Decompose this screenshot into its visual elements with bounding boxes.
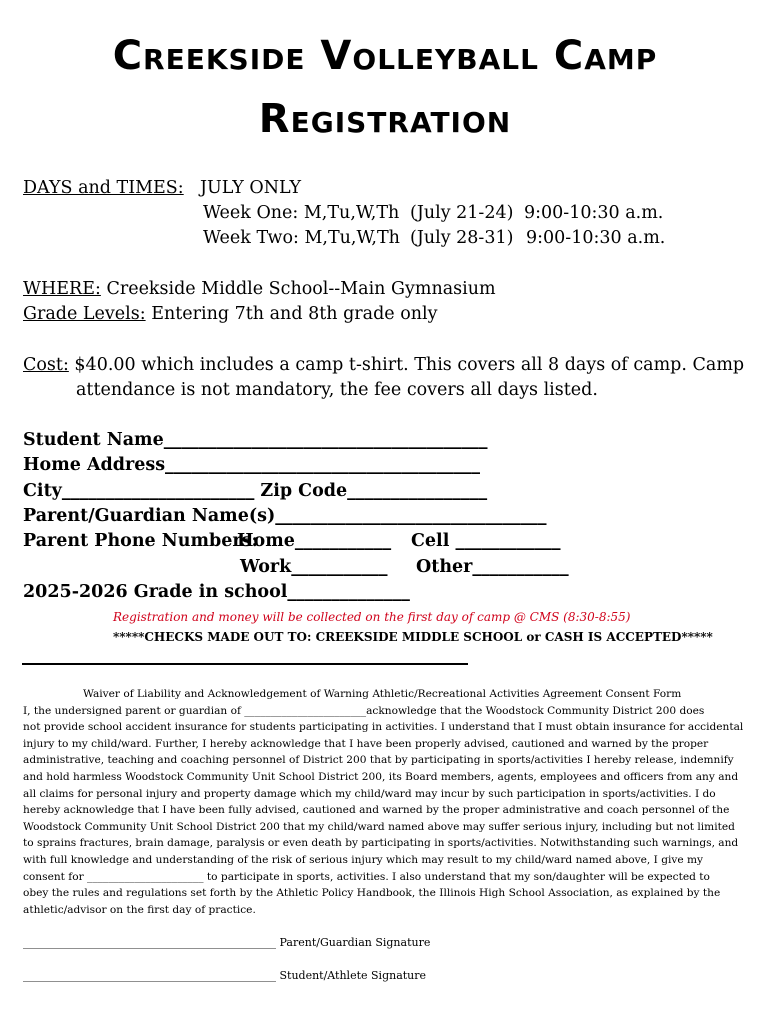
- cost-label: Cost:: [23, 355, 69, 375]
- waiver-line: and hold harmless Woodstock Community Unit School District 200, its Board members, agents, employees and officers from any and: [23, 770, 739, 783]
- week-days: M,Tu,W,Th: [303, 203, 400, 223]
- waiver-line: injury to my child/ward. Further, I hereby acknowledge that I have been properly advised, cautioned and warned by the proper: [23, 737, 709, 750]
- other-phone-field[interactable]: Other___________: [416, 557, 569, 577]
- waiver-line: I, the undersigned parent or guardian of _______________________acknowledge that the Woodstock Community District 200 does: [23, 704, 705, 717]
- where-row: [23, 277, 496, 301]
- waiver-line: obey the rules and regulations set forth by the Athletic Policy Handbook, the Illinois High School Association, as explained by the: [23, 887, 721, 900]
- page-title: Creekside Volleyball Camp: [112, 33, 658, 79]
- page-title-line2: Registration: [258, 96, 512, 142]
- work-phone-field[interactable]: Work___________: [240, 557, 388, 577]
- home-phone-field[interactable]: Home___________: [237, 531, 392, 551]
- week-days: M,Tu,W,Th: [304, 228, 400, 248]
- schedule-month: JULY ONLY: [200, 178, 302, 198]
- student-signature-field[interactable]: ______________________________________________ Student/Athlete Signature: [23, 969, 427, 982]
- waiver-line: with full knowledge and understanding of the risk of serious injury which may result to my child/ward named above, I give my: [23, 853, 704, 866]
- schedule-week-1: [203, 201, 399, 225]
- home-address-field[interactable]: Home Address____________________________________: [23, 455, 481, 475]
- collection-notice: Registration and money will be collected on the first day of camp @ CMS (8:30-8:55): [113, 610, 631, 624]
- parent-phone-label: Parent Phone Numbers:: [23, 531, 258, 551]
- week-name: Week One:: [203, 203, 299, 223]
- waiver-line: hereby acknowledge that I have been fully advised, cautioned and warned by the proper administrative and coach personnel of the: [23, 804, 730, 817]
- cell-phone-field[interactable]: Cell ____________: [411, 531, 561, 551]
- student-name-field[interactable]: Student Name_____________________________________: [23, 430, 488, 450]
- schedule-label: DAYS and TIMES:: [23, 178, 184, 198]
- week-time: 9:00-10:30 a.m.: [526, 228, 666, 248]
- waiver-line: Woodstock Community Unit School District 200 that my child/ward named above may suffer serious injury, including but not limited: [23, 820, 735, 833]
- grade-levels-label: Grade Levels:: [23, 304, 146, 324]
- waiver-line: administrative, teaching and coaching personnel of District 200 that by participating in sports/activities I hereby release, indemnify: [23, 754, 734, 767]
- week-name: Week Two:: [203, 228, 299, 248]
- week-dates: (July 28-31): [410, 228, 514, 248]
- waiver-line: all claims for personal injury and property damage which my child/ward may incur by such participation in sports/activities. I do: [23, 787, 716, 800]
- schedule-section: [23, 176, 184, 200]
- city-zip-field[interactable]: City______________________ Zip Code________________: [23, 481, 488, 501]
- waiver-heading: Waiver of Liability and Acknowledgement of Warning Athletic/Recreational Activities Agreement Consent Form: [83, 688, 682, 700]
- grade-in-school-field[interactable]: 2025-2026 Grade in school______________: [23, 582, 410, 602]
- waiver-line: consent for ______________________ to participate in sports, activities. I also understand that my son/daughter will be expected to: [23, 870, 710, 883]
- where-value: Creekside Middle School--Main Gymnasium: [106, 279, 496, 299]
- waiver-line: not provide school accident insurance for students participating in activities. I understand that I must obtain insurance for accidental: [23, 721, 744, 734]
- section-divider: [22, 663, 468, 665]
- checks-notice: *****CHECKS MADE OUT TO: CREEKSIDE MIDDLE SCHOOL or CASH IS ACCEPTED*****: [113, 630, 713, 644]
- cost-row: [23, 353, 744, 377]
- week-dates: (July 21-24): [410, 203, 514, 223]
- schedule-week-2: [203, 226, 400, 250]
- waiver-text: [23, 686, 748, 918]
- cost-line-2: attendance is not mandatory, the fee covers all days listed.: [76, 380, 598, 400]
- waiver-line: to sprains fractures, brain damage, paralysis or even death by participating in sports/activities. Notwithstanding such warnings, and: [23, 837, 739, 850]
- grade-levels-value: Entering 7th and 8th grade only: [151, 304, 438, 324]
- grade-levels-row: [23, 302, 438, 326]
- week-time: 9:00-10:30 a.m.: [524, 203, 664, 223]
- parent-signature-field[interactable]: ______________________________________________ Parent/Guardian Signature: [23, 936, 431, 949]
- where-label: WHERE:: [23, 279, 101, 299]
- parent-name-field[interactable]: Parent/Guardian Name(s)_______________________________: [23, 506, 547, 526]
- cost-line-1: $40.00 which includes a camp t-shirt. This covers all 8 days of camp. Camp: [74, 355, 745, 375]
- waiver-line: athletic/advisor on the first day of practice.: [23, 903, 256, 916]
